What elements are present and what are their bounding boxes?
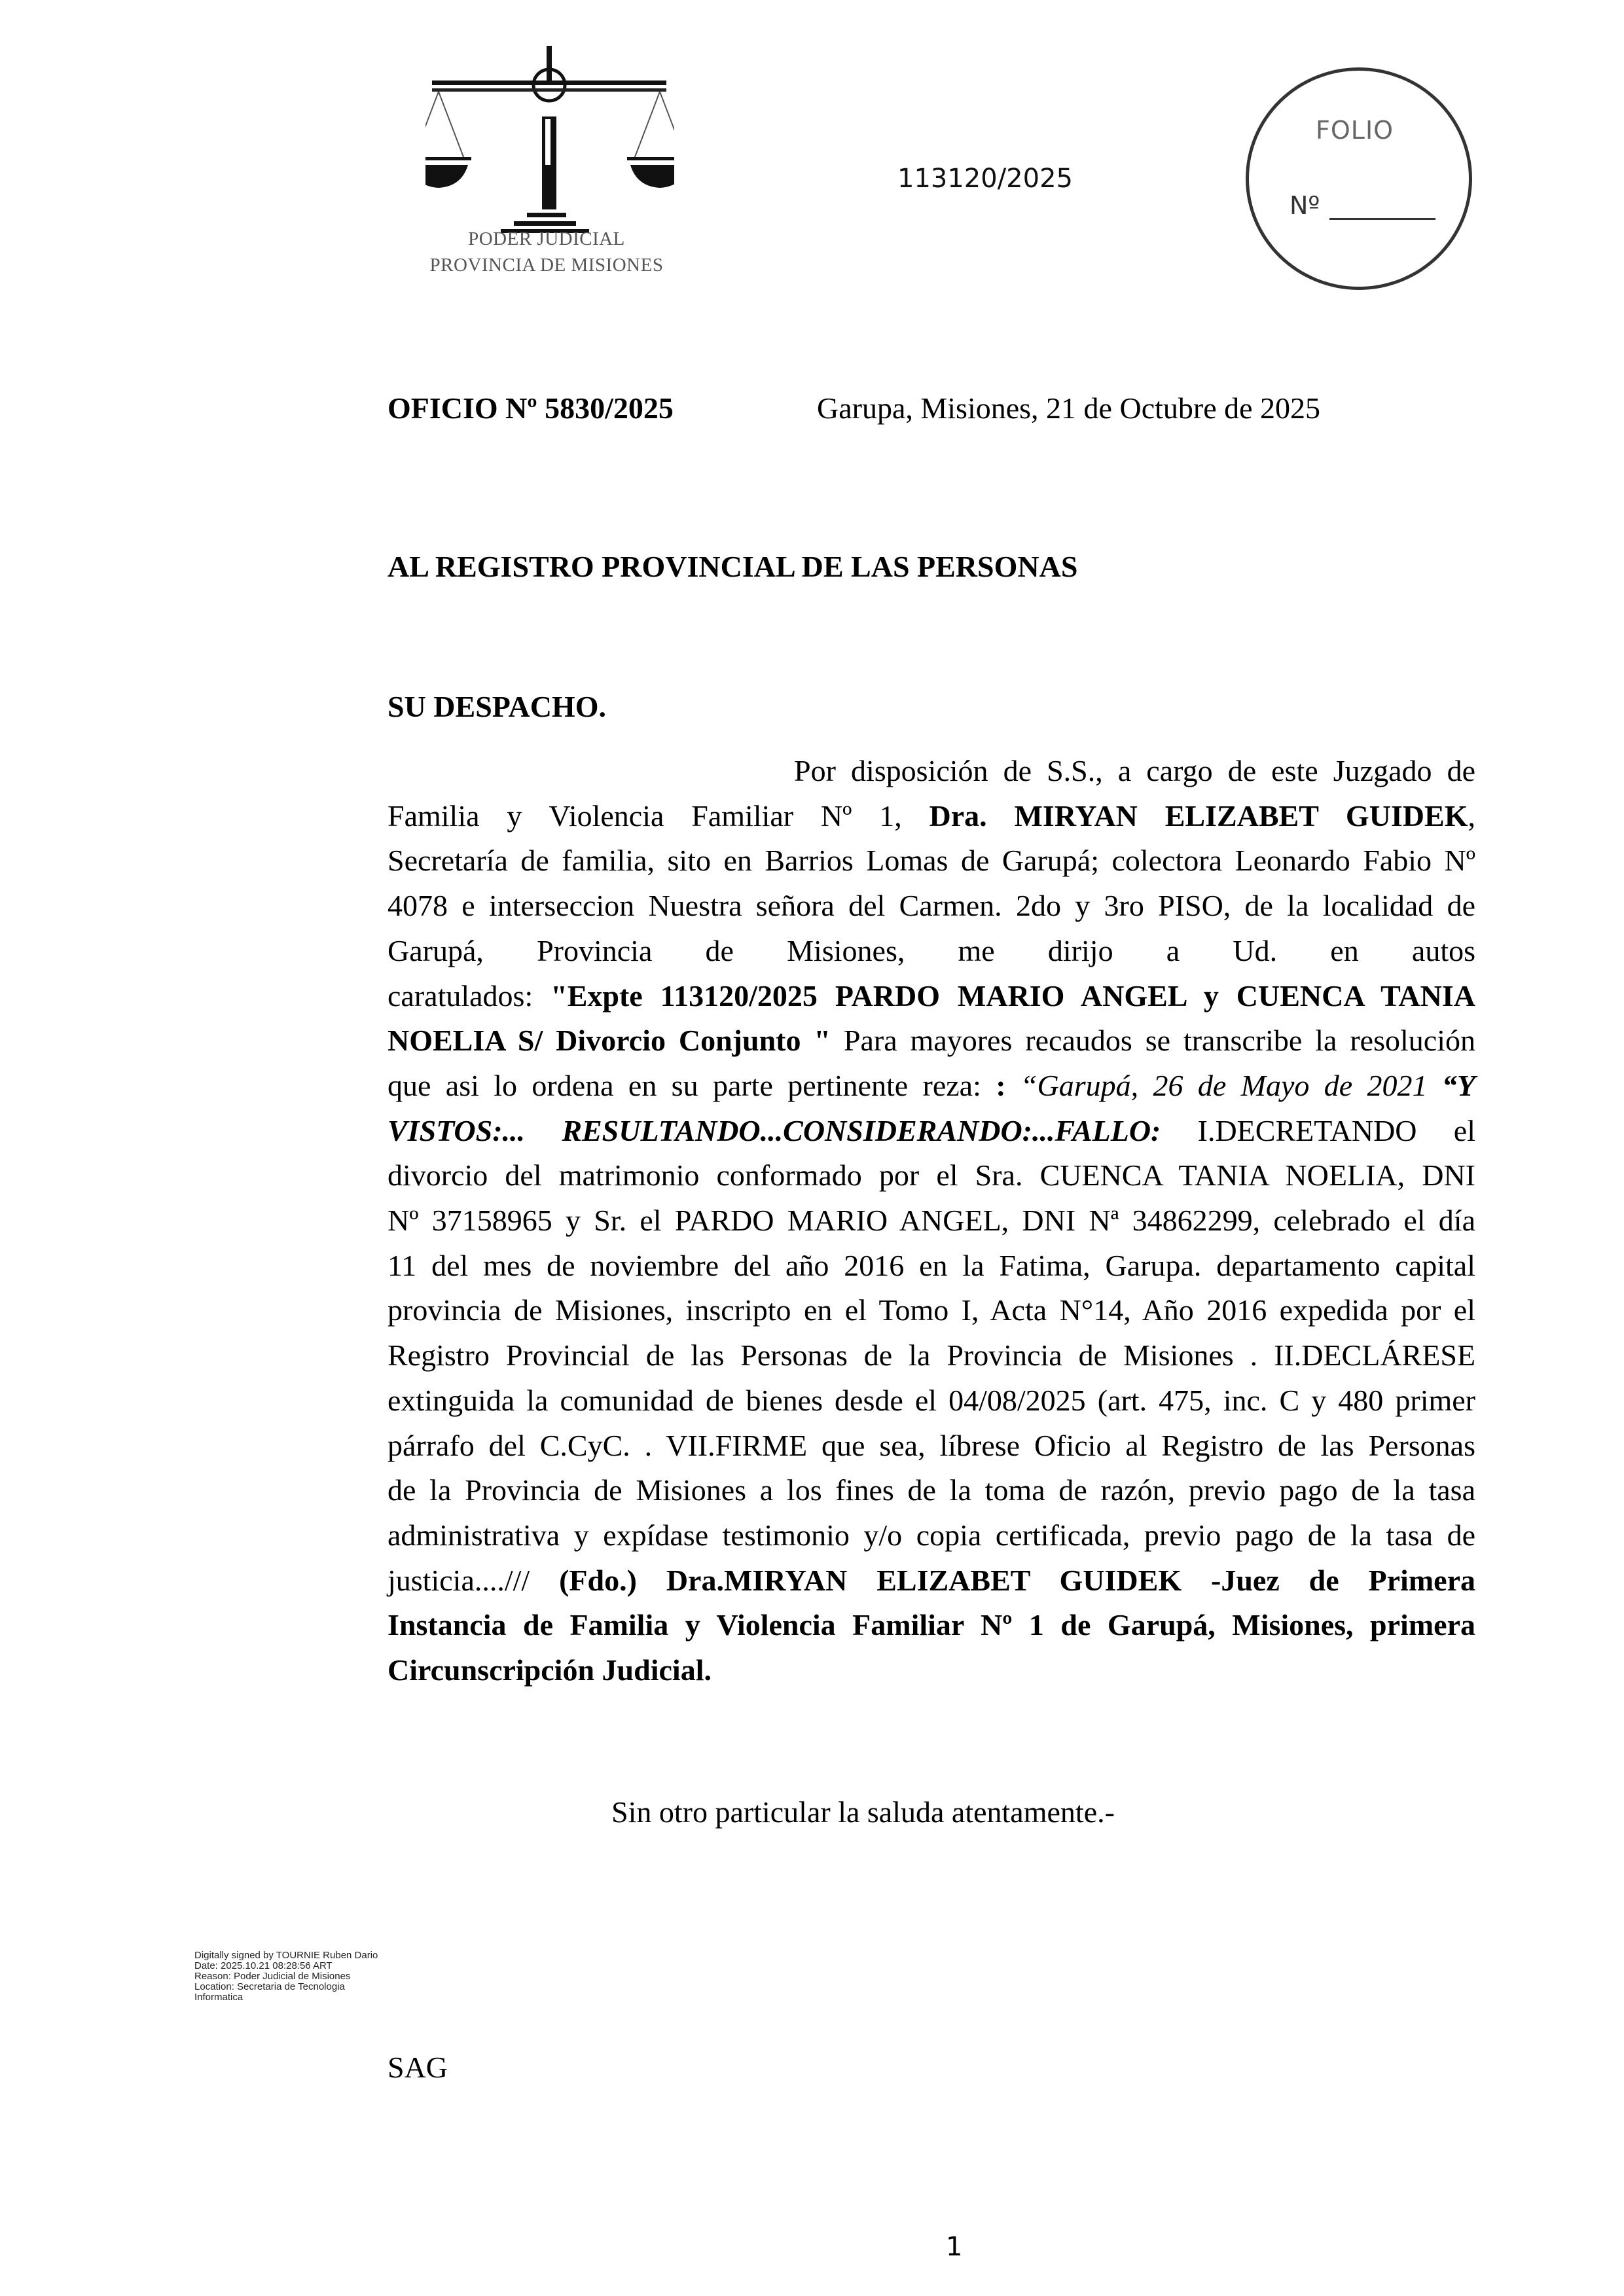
body-line (388, 1517, 1475, 1554)
closing-line: Sin otro particular la saluda atentamente.- (611, 1795, 1115, 1829)
place-date: Garupa, Misiones, 21 de Octubre de 2025 (817, 391, 1321, 425)
addressee: AL REGISTRO PROVINCIAL DE LAS PERSONAS (388, 550, 1078, 583)
body-text-segment: divorcio del matrimonio conformado por el Sra. CUENCA TANIA NOELIA, DNI (388, 1158, 1475, 1193)
body-line (388, 1472, 1475, 1509)
body-text-segment: Registro Provincial de las Personas de la Provincia de Misiones . II.DECLÁRESE (388, 1338, 1475, 1372)
body-text-segment: : (996, 1068, 1006, 1102)
body-text-segment: Dra. MIRYAN ELIZABET GUIDEK (929, 798, 1468, 833)
scales-of-justice-icon (425, 46, 674, 242)
body-text-segment: de la Provincia de Misiones a los fines de la toma de razón, previo pago de la tasa (388, 1473, 1475, 1507)
body-text-segment: Para mayores recaudos se transcribe la resolución (830, 1024, 1475, 1058)
page-number: 1 (946, 2232, 963, 2262)
body-line (388, 1652, 1475, 1689)
body-text-segment: I.DECRETANDO el (1161, 1113, 1475, 1147)
body-line (388, 1247, 1475, 1284)
body-text-segment: “Garupá, 26 de Mayo de 2021 (1005, 1068, 1442, 1102)
body-line (794, 753, 1475, 789)
body-line (388, 1292, 1475, 1329)
body-line (388, 1067, 1475, 1104)
body-line (388, 1202, 1475, 1239)
logo-caption-line2: PROVINCIA DE MISIONES (429, 255, 664, 276)
signature-location: Location: Secretaria de Tecnologia (194, 1981, 345, 1992)
body-text-segment: caratulados: (388, 978, 551, 1013)
body-line (388, 1562, 1475, 1599)
body-text-segment: justicia..../// (388, 1563, 530, 1597)
initials: SAG (388, 2051, 448, 2084)
body-text-segment: Circunscripción Judicial. (388, 1653, 712, 1687)
body-text-segment: Secretaría de familia, sito en Barrios Lomas de Garupá; colectora Leonardo Fabio Nº (388, 844, 1475, 878)
expediente-number: 113120/2025 (897, 164, 1073, 194)
body-text-segment: VISTOS:... RESULTANDO...CONSIDERANDO:...FALLO: (388, 1113, 1161, 1147)
body-text-segment: administrativa y expídase testimonio y/o copia certificada, previo pago de la tasa de (388, 1518, 1475, 1552)
folio-number-label: Nº (1290, 191, 1320, 220)
poder-judicial-logo (425, 46, 674, 242)
oficio-number: OFICIO Nº 5830/2025 (388, 391, 674, 425)
body-line (388, 978, 1475, 1014)
logo-caption (389, 226, 704, 278)
body-line (388, 1157, 1475, 1194)
body-text-segment: NOELIA S/ Divorcio Conjunto " (388, 1024, 831, 1058)
body-text-segment: Por disposición de S.S., a cargo de este Juzgado de (794, 754, 1475, 787)
body-line (388, 798, 1475, 834)
body-text-segment: (Fdo.) Dra.MIRYAN ELIZABET GUIDEK -Juez de Primera (530, 1563, 1475, 1597)
su-despacho: SU DESPACHO. (388, 690, 606, 723)
body-text-segment: extinguida la comunidad de bienes desde el 04/08/2025 (art. 475, inc. C y 480 primer (388, 1383, 1475, 1417)
body-text-segment: provincia de Misiones, inscripto en el Tomo I, Acta N°14, Año 2016 expedida por el (388, 1293, 1475, 1327)
body-line (388, 1427, 1475, 1464)
signature-location-cont: Informatica (194, 1992, 244, 2003)
body-text-segment: Garupá, Provincia de Misiones, me dirijo a Ud. en autos (388, 933, 1475, 967)
body-text-segment: 4078 e interseccion Nuestra señora del Carmen. 2do y 3ro PISO, de la localidad de (388, 889, 1475, 923)
body-text-segment: Familia y Violencia Familiar Nº 1, (388, 798, 929, 833)
body-line (388, 1382, 1475, 1419)
signature-signer: Digitally signed by TOURNIE Ruben Dario (194, 1950, 378, 1961)
body-text-segment: 11 del mes de noviembre del año 2016 en la Fatima, Garupa. departamento capital (388, 1248, 1475, 1282)
signature-reason: Reason: Poder Judicial de Misiones (194, 1971, 351, 1982)
body-line (388, 933, 1475, 969)
body-text-segment: párrafo del C.CyC. . VII.FIRME que sea, líbrese Oficio al Registro de las Personas (388, 1428, 1475, 1462)
body-line (388, 1337, 1475, 1374)
body-line (388, 1113, 1475, 1149)
folio-stamp (1246, 67, 1472, 290)
body-text-segment: , (1468, 798, 1475, 833)
body-text-segment: “Y (1441, 1068, 1475, 1102)
body-line (388, 888, 1475, 924)
body-text-segment: Instancia de Familia y Violencia Familiar Nº 1 de Garupá, Misiones, primera (388, 1608, 1475, 1642)
folio-label: FOLIO (1316, 116, 1394, 145)
body-line (388, 1607, 1475, 1643)
body-line (388, 1022, 1475, 1059)
body-line (388, 842, 1475, 879)
signature-date: Date: 2025.10.21 08:28:56 ART (194, 1960, 333, 1971)
logo-caption-line1: PODER JUDICIAL (468, 228, 625, 249)
folio-number-blank (1329, 218, 1435, 220)
body-text-segment: "Expte 113120/2025 PARDO MARIO ANGEL y CUENCA TANIA (550, 978, 1475, 1013)
body-text-segment: que asi lo ordena en su parte pertinente reza: (388, 1068, 996, 1102)
digital-signature-block (194, 1950, 378, 2003)
body-text-segment: Nº 37158965 y Sr. el PARDO MARIO ANGEL, DNI Nª 34862299, celebrado el día (388, 1204, 1475, 1237)
